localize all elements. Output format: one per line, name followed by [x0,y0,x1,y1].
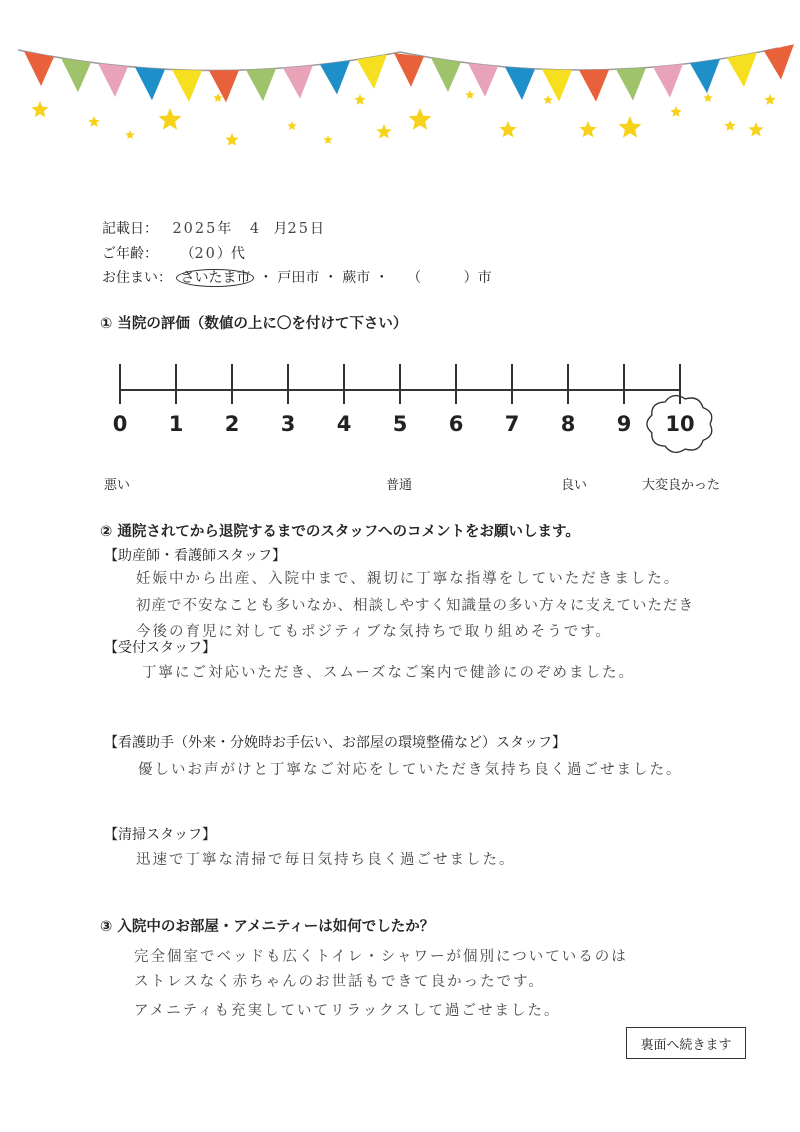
continue-on-back-label: 裏面へ続きます [640,1037,732,1053]
comment-cleaning-line-1: 迅速で丁寧な清掃で毎日気持ち良く過ごせました。 [136,852,516,868]
residence-other-open: （ [407,270,422,286]
date-month-unit: 月 [273,221,288,237]
age-label: ご年齢： [102,246,158,262]
scale-number-9: 9 [616,412,632,436]
scale-number-7: 7 [504,412,520,436]
section1-title: ① 当院の評価（数値の上に〇を付けて下さい） [100,316,408,332]
date-month: 4 [249,221,262,237]
residence-option-others: ・ 戸田市 ・ 蕨市 ・ [258,270,389,286]
section2-title: ② 通院されてから退院するまでのスタッフへのコメントをお願いします。 [100,524,580,540]
date-year-unit: 年 [217,221,232,237]
comment-room-line-1: 完全個室でベッドも広くトイレ・シャワーが個別についているのは [134,949,628,965]
date-year: 2025 [172,221,218,237]
scale-label-bad: 悪い [104,478,131,493]
scale-number-0: 0 [112,412,128,436]
comment-room-line-2: ストレスなく赤ちゃんのお世話もできて良かったです。 [134,974,545,990]
comment-assistant-line-1: 優しいお声がけと丁寧なご対応をしていただき気持ち良く過ごせました。 [138,762,683,778]
scale-number-2: 2 [224,412,240,436]
date-day: 25 [287,221,310,237]
comment-midwife-line-3: 今後の育児に対してもポジティブな気持ちで取り組めそうです。 [136,624,613,640]
scale-number-8: 8 [560,412,576,436]
scale-number-10: 10 [665,412,695,436]
scale-number-3: 3 [280,412,296,436]
staff-heading-cleaning: 【清掃スタッフ】 [104,827,216,843]
comment-reception-line-1: 丁寧にご対応いただき、スムーズなご案内で健診にのぞめました。 [142,665,635,681]
scale-number-5: 5 [392,412,408,436]
comment-midwife-line-1: 妊娠中から出産、入院中まで、親切に丁寧な指導をしていただきました。 [136,571,681,587]
section3-title: ③ 入院中のお部屋・アメニティーは如何でしたか？ [100,919,435,935]
staff-heading-reception: 【受付スタッフ】 [104,640,216,656]
residence-label: お住まい： [102,270,172,286]
residence-option-saitama: さいたま市 [176,269,254,287]
scale-label-normal: 普通 [386,478,413,493]
rating-scale [0,0,800,520]
scale-number-6: 6 [448,412,464,436]
age-value: 20 [194,246,217,262]
continue-on-back-box [626,1027,746,1059]
age-close: ）代 [216,246,245,262]
comment-midwife-line-2: 初産で不安なことも多いなか、相談しやすく知識量の多い方々に支えていただき [136,598,694,614]
scale-number-1: 1 [168,412,184,436]
date-label: 記載日： [102,221,158,237]
residence-other-close: ）市 [463,270,492,286]
age-open: （ [180,246,195,262]
comment-room-line-3: アメニティも充実していてリラックスして過ごせました。 [134,1003,561,1019]
date-day-unit: 日 [309,221,324,237]
scale-label-very-good: 大変良かった [642,478,721,493]
staff-heading-assistant: 【看護助手（外来・分娩時お手伝い、お部屋の環境整備など）スタッフ】 [104,735,566,751]
scale-number-4: 4 [336,412,352,436]
staff-heading-midwife: 【助産師・看護師スタッフ】 [104,548,286,564]
scale-label-good: 良い [561,478,588,493]
